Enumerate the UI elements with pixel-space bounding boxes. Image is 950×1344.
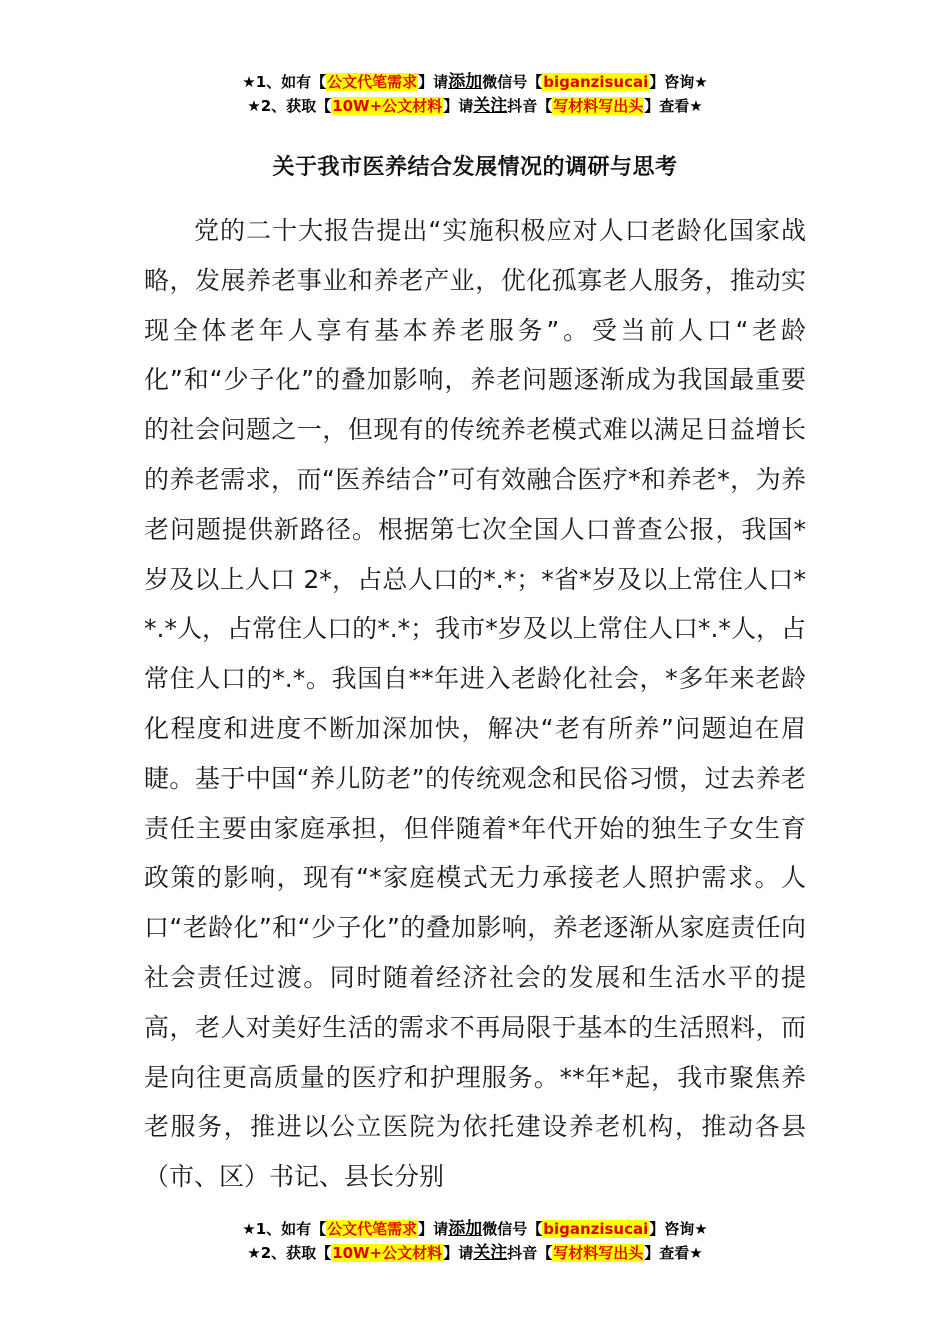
promo-text: 微信号【 [482,73,543,91]
promo-emphasis: 添加 [448,1219,483,1239]
promo-highlight-douyin-account: 写材料写出头 [553,1244,644,1262]
promo-suffix: 】查看★ [644,97,703,115]
promo-highlight-materials: 10W+公文材料 [332,97,443,115]
promo-prefix: ★2、获取【 [247,97,332,115]
header-promo-banner [0,70,950,118]
promo-text: 抖音【 [507,97,553,115]
promo-text: 】请 [418,73,449,91]
promo-highlight-service: 公文代笔需求 [327,1220,418,1238]
promo-highlight-service: 公文代笔需求 [327,73,418,91]
footer-promo-line-2 [0,1241,950,1265]
promo-text: 】请 [418,1220,449,1238]
footer-promo-line-1 [0,1217,950,1241]
document-title: 关于我市医养结合发展情况的调研与思考 [272,155,678,180]
promo-text: 微信号【 [482,1220,543,1238]
promo-prefix: ★1、如有【 [242,1220,327,1238]
promo-suffix: 】咨询★ [649,1220,708,1238]
promo-prefix: ★1、如有【 [242,73,327,91]
promo-suffix: 】查看★ [644,1244,703,1262]
header-promo-line-2 [0,94,950,118]
promo-highlight-wechat-id: biganzisucai [543,1220,649,1238]
promo-text: 】请 [443,97,474,115]
document-paragraph: 党的二十大报告提出“实施积极应对人口老龄化国家战略，发展养老事业和养老产业，优化孤寡老人服务，推动实现全体老年人享有基本养老服务”。受当前人口“老龄化”和“少子化”的叠加影响，养老问题逐渐成为我国最重要的社会问题之一，但现有的传统养老模式难以满足日益增长的养老需求，而“医养结合”可有效融合医疗*和养老*，为养老问题提供新路径。根据第七次全国人口普查公报，我国*岁及以上人口 2*，占总人口的*.*；*省*岁及以上常住人口**.*人，占常住人口的*.*；我市*岁及以上常住人口*.*人，占常住人口的*.*。我国自**年进入老龄化社会，*多年来老龄化程度和进度不断加深加快，解决“老有所养”问题迫在眉睫。基于中国“养儿防老”的传统观念和民俗习惯，过去养老责任主要由家庭承担，但伴随着*年代开始的独生子女生育政策的影响，现有“*家庭模式无力承接老人照护需求。人口“老龄化”和“少子化”的叠加影响，养老逐渐从家庭责任向社会责任过渡。同时随着经济社会的发展和生活水平的提高，老人对美好生活的需求不再局限于基本的生活照料，而是向往更高质量的医疗和护理服务。**年*起，我市聚焦养老服务，推进以公立医院为依托建设养老机构，推动各县（市、区）书记、县长分别 [144,216,806,1192]
header-promo-line-1 [0,70,950,94]
promo-highlight-materials: 10W+公文材料 [332,1244,443,1262]
promo-highlight-wechat-id: biganzisucai [543,73,649,91]
promo-highlight-douyin-account: 写材料写出头 [553,97,644,115]
promo-prefix: ★2、获取【 [247,1244,332,1262]
promo-text: 】请 [443,1244,474,1262]
promo-suffix: 】咨询★ [649,73,708,91]
promo-emphasis: 关注 [473,96,508,116]
promo-text: 抖音【 [507,1244,553,1262]
footer-promo-banner [0,1217,950,1265]
promo-emphasis: 添加 [448,72,483,92]
promo-emphasis: 关注 [473,1243,508,1263]
